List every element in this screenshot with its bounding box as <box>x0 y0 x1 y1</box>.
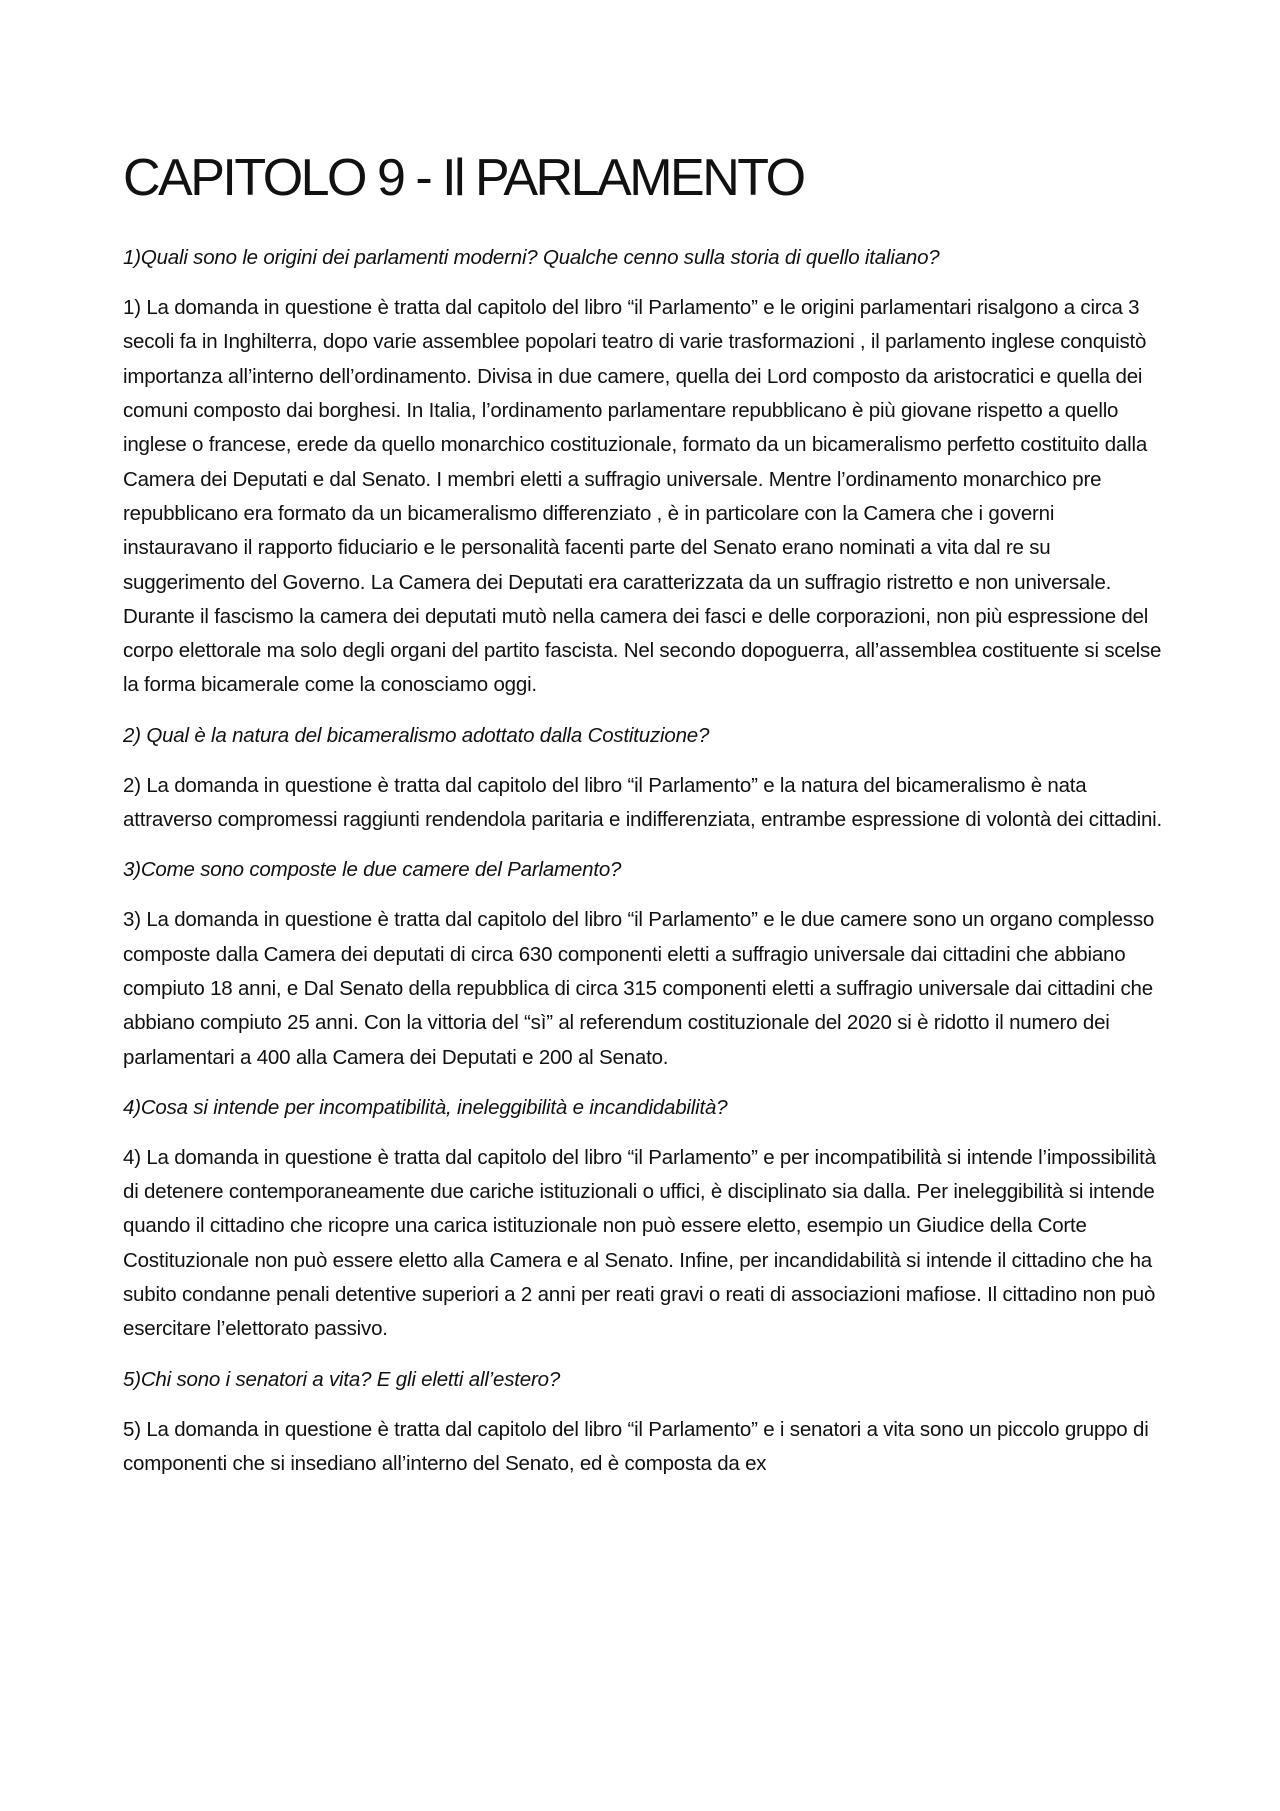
answer-2: 2) La domanda in questione è tratta dal capitolo del libro “il Parlamento” e la natura del bicameralismo è nata attraverso compromessi raggiunti rendendola paritaria e indifferenziata, entrambe espressione di volontà dei cittadini. <box>123 773 1162 832</box>
question-1: 1)Quali sono le origini dei parlamenti moderni? Qualche cenno sulla storia di quello italiano? <box>123 246 940 270</box>
answer-4: 4) La domanda in questione è tratta dal capitolo del libro “il Parlamento” e per incompatibilità si intende l’impossibilità di detenere contemporaneamente due cariche istituzionali o uffici, è disciplinato sia dalla. Per ineleggibilità si intende quando il cittadino che ricopre una carica istituzionale non può essere eletto, esempio un Giudice della Corte Costituzionale non può essere eletto alla Camera e al Senato. Infine, per incandidabilità si intende il cittadino che ha subito condanne penali detentive superiori a 2 anni per reati gravi o reati di associazioni mafiose. Il cittadino non può esercitare l’elettorato passivo. <box>123 1145 1156 1341</box>
question-3: 3)Come sono composte le due camere del Parlamento? <box>123 858 622 882</box>
question-5: 5)Chi sono i senatori a vita? E gli eletti all’estero? <box>123 1367 561 1391</box>
question-4: 4)Cosa si intende per incompatibilità, ineleggibilità e incandidabilità? <box>123 1095 728 1119</box>
answer-3: 3) La domanda in questione è tratta dal capitolo del libro “il Parlamento” e le due camere sono un organo complesso composte dalla Camera dei deputati di circa 630 componenti eletti a suffragio universale dai cittadini che abbiano compiuto 18 anni, e Dal Senato della repubblica di circa 315 componenti eletti a suffragio universale dai cittadini che abbiano compiuto 25 anni. Con la vittoria del “sì” al referendum costituzionale del 2020 si è ridotto il numero dei parlamentari a 400 alla Camera dei Deputati e 200 al Senato. <box>123 908 1155 1069</box>
question-2: 2) Qual è la natura del bicameralismo adottato dalla Costituzione? <box>123 723 710 747</box>
document-page <box>123 150 1163 1497</box>
answer-1: 1) La domanda in questione è tratta dal capitolo del libro “il Parlamento” e le origini parlamentari risalgono a circa 3 secoli fa in Inghilterra, dopo varie assemblee popolari teatro di varie trasformazioni , il parlamento inglese conquistò importanza all’interno dell’ordinamento. Divisa in due camere, quella dei Lord composto da aristocratici e quella dei comuni composto dai borghesi. In Italia, l’ordinamento parlamentare repubblicano è più giovane rispetto a quello inglese o francese, erede da quello monarchico costituzionale, formato da un bicameralismo perfetto costituito dalla Camera dei Deputati e dal Senato. I membri eletti a suffragio universale. Mentre l’ordinamento monarchico pre repubblicano era formato da un bicameralismo differenziato , è in particolare con la Camera che i governi instauravano il rapporto fiduciario e le personalità facenti parte del Senato erano nominati a vita dal re su suggerimento del Governo. La Camera dei Deputati era caratterizzata da un suffragio ristretto e non universale. Durante il fascismo la camera dei deputati mutò nella camera dei fasci e delle corporazioni, non più espressione del corpo elettorale ma solo degli organi del partito fascista. Nel secondo dopoguerra, all’assemblea costituente si scelse la forma bicamerale come la conosciamo oggi. <box>123 296 1162 697</box>
page-title: CAPITOLO 9 - Il PARLAMENTO <box>123 149 804 207</box>
answer-5: 5) La domanda in questione è tratta dal capitolo del libro “il Parlamento” e i senatori a vita sono un piccolo gruppo di componenti che si insediano all’interno del Senato, ed è composta da ex <box>123 1417 1149 1475</box>
